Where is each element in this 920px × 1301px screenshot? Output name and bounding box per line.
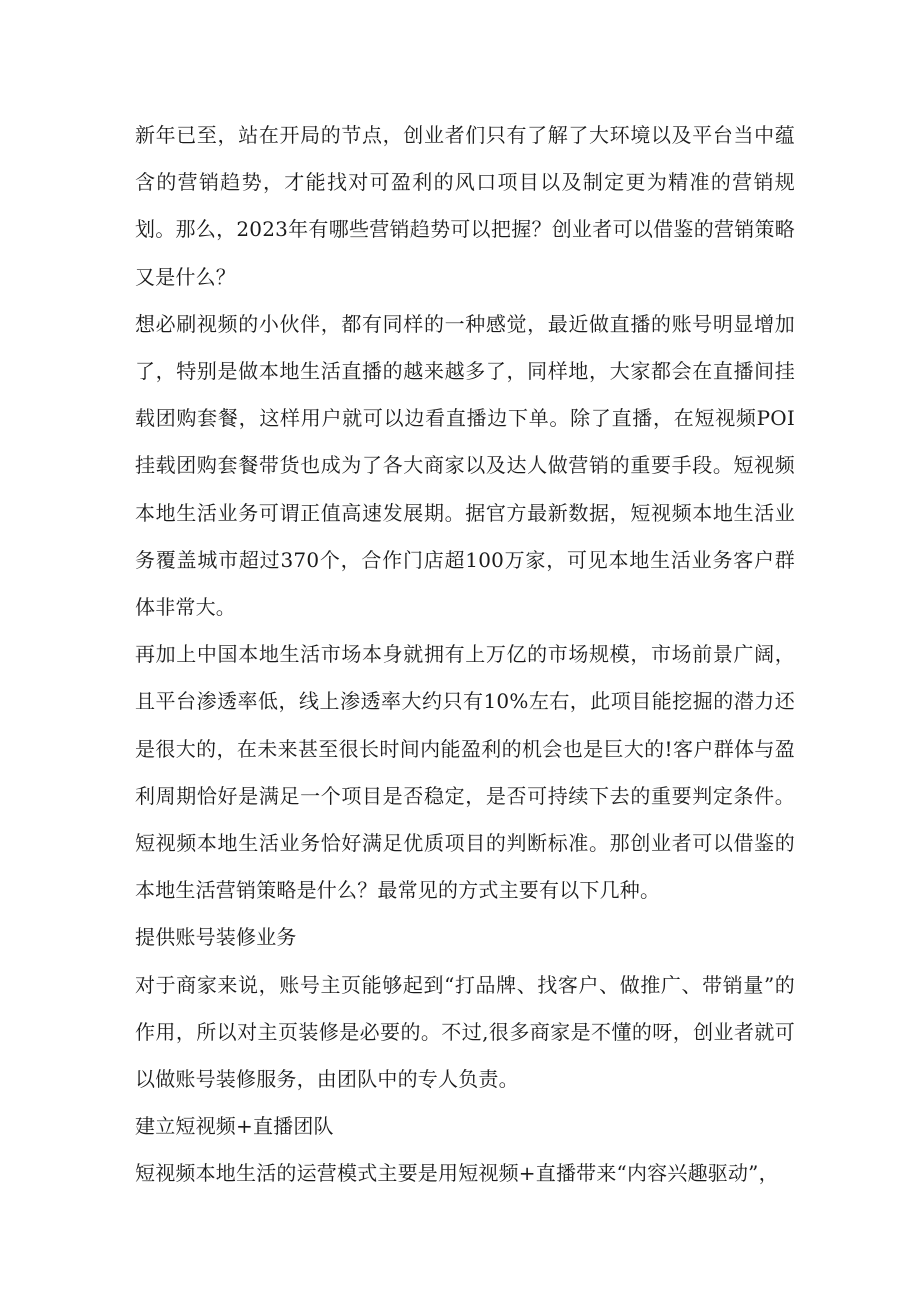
body-paragraph-video-live: 想必刷视频的小伙伴，都有同样的一种感觉，最近做直播的账号明显增加了，特别是做本地生活直播的越来越多了，同样地，大家都会在直播间挂载团购套餐，这样用户就可以边看直播边下单。除了直播，在短视频POI挂载团购套餐带货也成为了各大商家以及达人做营销的重要手段。短视频本地生活业务可谓正值高速发展期。据官方最新数据，短视频本地生活业务覆盖城市超过370个，合作门店超100万家，可见本地生活业务客户群体非常大。 — [135, 311, 795, 620]
body-paragraph-market: 再加上中国本地生活市场本身就拥有上万亿的市场规模，市场前景广阔，且平台渗透率低，线上渗透率大约只有10%左右，此项目能挖掘的潜力还是很大的，在未来甚至很长时间内能盈利的机会也是巨大的!客户群体与盈利周期恰好是满足一个项目是否稳定，是否可持续下去的重要判定条件。短视频本地生活业务恰好满足优质项目的判断标准。那创业者可以借鉴的本地生活营销策略是什么？最常见的方式主要有以下几种。 — [135, 642, 795, 903]
intro-paragraph: 新年已至，站在开局的节点，创业者们只有了解了大环境以及平台当中蕴含的营销趋势，才能找对可盈利的风口项目以及制定更为精准的营销规划。那么，2023年有哪些营销趋势可以把握？创业者可以借鉴的营销策略又是什么？ — [135, 123, 795, 289]
document-body — [135, 112, 795, 1198]
section-heading-video-live-team: 建立短视频+直播团队 — [135, 1114, 334, 1139]
body-paragraph-account-decoration: 对于商家来说，账号主页能够起到“打品牌、找客户、做推广、带销量”的作用，所以对主页装修是必要的。不过,很多商家是不懂的呀，创业者就可以做账号装修服务，由团队中的专人负责。 — [135, 972, 795, 1092]
body-paragraph-video-live-team: 短视频本地生活的运营模式主要是用短视频+直播带来“内容兴趣驱动”， — [135, 1161, 779, 1186]
section-heading-account-decoration: 提供账号装修业务 — [135, 925, 297, 950]
